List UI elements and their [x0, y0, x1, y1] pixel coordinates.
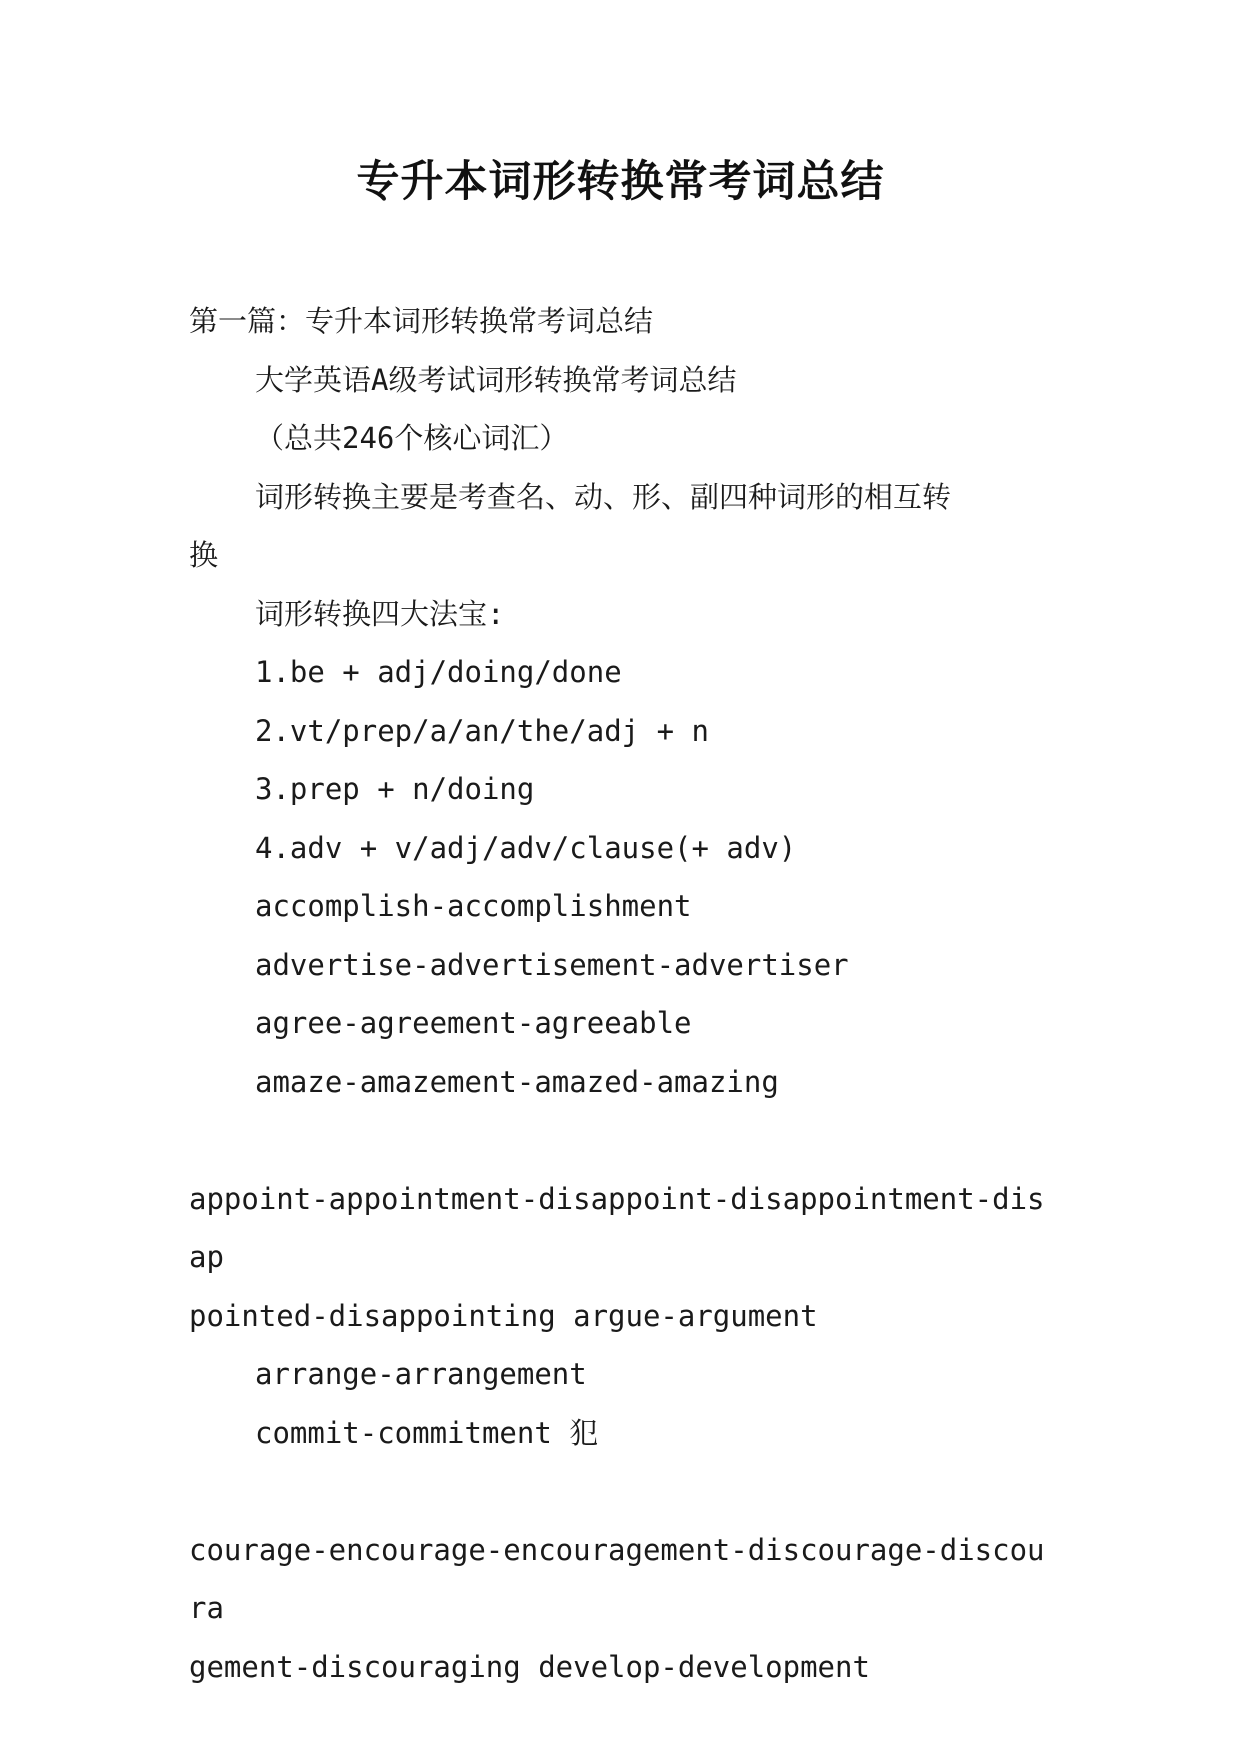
methods-heading: 词形转换四大法宝: — [255, 596, 505, 631]
section-heading: 第一篇：专升本词形转换常考词总结 — [189, 304, 654, 338]
word-entry-wrapped-line-1: courage-encourage-encouragement-discourage-discoura — [189, 1532, 1045, 1625]
word-entry: commit-commitment 犯 — [255, 1415, 599, 1450]
intro-paragraph-line-2: 换 — [189, 538, 219, 572]
word-entry: agree-agreement-agreeable — [255, 1006, 692, 1040]
blank-line — [189, 1111, 1059, 1170]
word-entry-wrapped-line-2: gement-discouraging develop-development — [189, 1649, 870, 1684]
document-body — [189, 292, 1059, 1696]
rule-item: 4.adv + v/adj/adv/clause(+ adv) — [255, 830, 797, 865]
word-entry: arrange-arrangement — [255, 1357, 587, 1391]
vocab-count-note: （总共246个核心词汇） — [255, 421, 569, 455]
rule-item: 2.vt/prep/a/an/the/adj + n — [255, 713, 709, 748]
word-entry-wrapped-line-1: appoint-appointment-disappoint-disappointment-disap — [189, 1181, 1045, 1274]
word-entry: accomplish-accomplishment — [255, 889, 692, 923]
word-entry: amaze-amazement-amazed-amazing — [255, 1064, 779, 1099]
blank-line — [189, 1462, 1059, 1521]
rule-item: 1.be + adj/doing/done — [255, 655, 622, 689]
word-entry: advertise-advertisement-advertiser — [255, 947, 849, 982]
word-entry-wrapped-line-2: pointed-disappointing argue-argument — [189, 1298, 818, 1333]
intro-paragraph-line-1: 词形转换主要是考查名、动、形、副四种词形的相互转 — [255, 479, 952, 514]
document-title: 专升本词形转换常考词总结 — [356, 157, 885, 207]
exam-title: 大学英语A级考试词形转换常考词总结 — [255, 362, 737, 397]
rule-item: 3.prep + n/doing — [255, 772, 535, 806]
